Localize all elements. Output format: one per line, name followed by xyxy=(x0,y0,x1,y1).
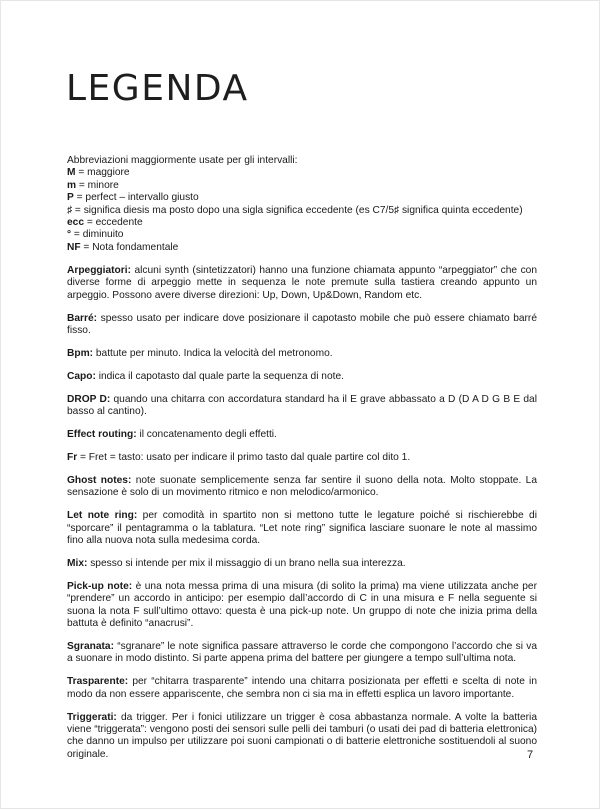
glossary-definition: indica il capotasto dal quale parte la sequenza di note. xyxy=(95,370,344,382)
glossary-term: Let note ring: xyxy=(67,510,138,522)
abbreviation-text: = significa diesis ma posto dopo una sigla significa eccedente (es C7/5♯ significa quinta eccedente) xyxy=(72,204,523,216)
abbreviation-key: NF xyxy=(67,241,81,253)
page-title: LEGENDA xyxy=(66,68,249,109)
abbreviation-text: = diminuito xyxy=(71,229,124,241)
abbreviation-text: = eccedente xyxy=(84,217,143,229)
abbreviation-item xyxy=(67,180,537,192)
glossary-entry xyxy=(67,313,537,338)
abbreviation-key: ecc xyxy=(67,217,84,229)
abbreviation-key: ♯ xyxy=(67,204,73,216)
glossary-definition: per “chitarra trasparente” intendo una chitarra posizionata per effetti e scelta di note in modo da non essere appariscente, che sembra non ci sia ma in effetti esplica un lavoro importante. xyxy=(67,676,537,700)
glossary-term: Arpeggiatori: xyxy=(67,265,131,276)
glossary-term: Fr xyxy=(67,452,78,464)
abbreviations-block xyxy=(67,155,537,254)
glossary-term: Bpm: xyxy=(67,348,94,360)
glossary-entry xyxy=(67,348,537,360)
abbreviation-item xyxy=(67,205,537,217)
glossary-definition: spesso usato per indicare dove posizionare il capotasto mobile che può essere chiamato barré fisso. xyxy=(67,312,537,337)
glossary-term: Triggerati: xyxy=(67,711,117,723)
glossary-term: Capo: xyxy=(67,370,96,382)
glossary-entry xyxy=(67,429,537,441)
glossary-definition: note suonate semplicemente senza far sentire il suono della nota. Molto stoppate. La sensazione è solo di un movimento ritmico e non melodico/armonico. xyxy=(67,474,537,499)
glossary-entry xyxy=(67,712,537,762)
glossary-term: Trasparente: xyxy=(67,676,129,688)
abbreviation-item xyxy=(67,217,537,229)
glossary-definition: = Fret = tasto: usato per indicare il primo tasto dal quale partire col dito 1. xyxy=(77,452,411,464)
glossary-term: Effect routing: xyxy=(67,429,137,441)
glossary-definition: battute per minuto. Indica la velocità del metronomo. xyxy=(93,348,333,360)
abbreviation-item xyxy=(67,229,537,241)
page-number: 7 xyxy=(527,749,534,761)
abbreviation-key: M xyxy=(67,167,76,179)
glossary-definition: per comodità in spartito non si mettono tutte le legature poiché si rischierebbe di “sporcare” il pentagramma o la tablatura. “Let note ring” significa lasciare suonare le note al massimo fino alla nuova nota sulla medesima corda. xyxy=(67,510,537,547)
glossary-entry xyxy=(67,394,537,419)
glossary-entry xyxy=(67,676,537,701)
glossary-entry xyxy=(67,641,537,666)
glossary-definition: è una nota messa prima di una misura (di solito la prima) ma viene utilizzata anche per “prendere” un accordo in anticipo: per esempio dall’accordo di C in una misura e F nella seguente si suona la nota F sull’ultimo ottavo: questa è una pick-up note. Un gruppo di note che inizia prima della battuta è definito “anacrusi”. xyxy=(67,580,537,630)
glossary-term: DROP D: xyxy=(67,393,111,405)
abbreviation-item xyxy=(67,242,537,254)
abbreviation-text: = perfect – intervallo giusto xyxy=(73,192,199,204)
abbreviations-intro: Abbreviazioni maggiormente usate per gli intervalli: xyxy=(67,155,298,166)
glossary-term: Mix: xyxy=(67,558,88,569)
glossary-definition: spesso si intende per mix il missaggio di un brano nella sua interezza. xyxy=(87,558,406,569)
glossary-definition: “sgranare” le note significa passare attraverso le corde che compongono l’accordo che si va a suonare in modo distinto. Si parte appena prima del battere per giungere a tempo sull’ultima nota. xyxy=(67,641,537,665)
glossary-definition: quando una chitarra con accordatura standard ha il E grave abbassato a D (D A D G B E dal basso al cantino). xyxy=(67,393,537,418)
abbreviation-key: P xyxy=(67,192,74,204)
abbreviation-text: = minore xyxy=(76,179,119,191)
glossary-entry xyxy=(67,452,537,464)
glossary-entry xyxy=(67,265,537,302)
glossary-entry xyxy=(67,558,537,570)
glossary-entries xyxy=(67,265,537,772)
abbreviation-text: = maggiore xyxy=(75,167,130,179)
glossary-term: Sgranata: xyxy=(67,641,114,653)
glossary-definition: alcuni synth (sintetizzatori) hanno una funzione chiamata appunto “arpeggiator” che con diverse forme di arpeggio mette in sequenza le note premute sulla tastiera creando appunto un arpeggio. Possono avere diverse direzioni: Up, Down, Up&Down, Random etc. xyxy=(67,265,537,301)
glossary-term: Pick-up note: xyxy=(67,580,133,592)
glossary-entry xyxy=(67,510,537,547)
abbreviation-key: ° xyxy=(67,229,72,241)
glossary-term: Barré: xyxy=(67,312,98,324)
glossary-entry xyxy=(67,371,537,383)
glossary-entry xyxy=(67,475,537,500)
glossary-entry xyxy=(67,581,537,631)
glossary-definition: il concatenamento degli effetti. xyxy=(136,429,277,441)
abbreviation-item xyxy=(67,192,537,204)
abbreviation-key: m xyxy=(67,179,77,191)
glossary-definition: da trigger. Per i fonici utilizzare un trigger è cosa abbastanza normale. A volte la batteria viene “triggerata”: vengono posti dei sensori sulle pelli dei tamburi (o usati dei pad di batteria elettronica) che danno un impulso per utilizzare poi suoni campionati o di batterie elettroniche sostituendoli al suono originale. xyxy=(67,711,537,760)
glossary-term: Ghost notes: xyxy=(67,474,132,486)
abbreviation-text: = Nota fondamentale xyxy=(80,241,179,253)
abbreviation-item xyxy=(67,167,537,179)
